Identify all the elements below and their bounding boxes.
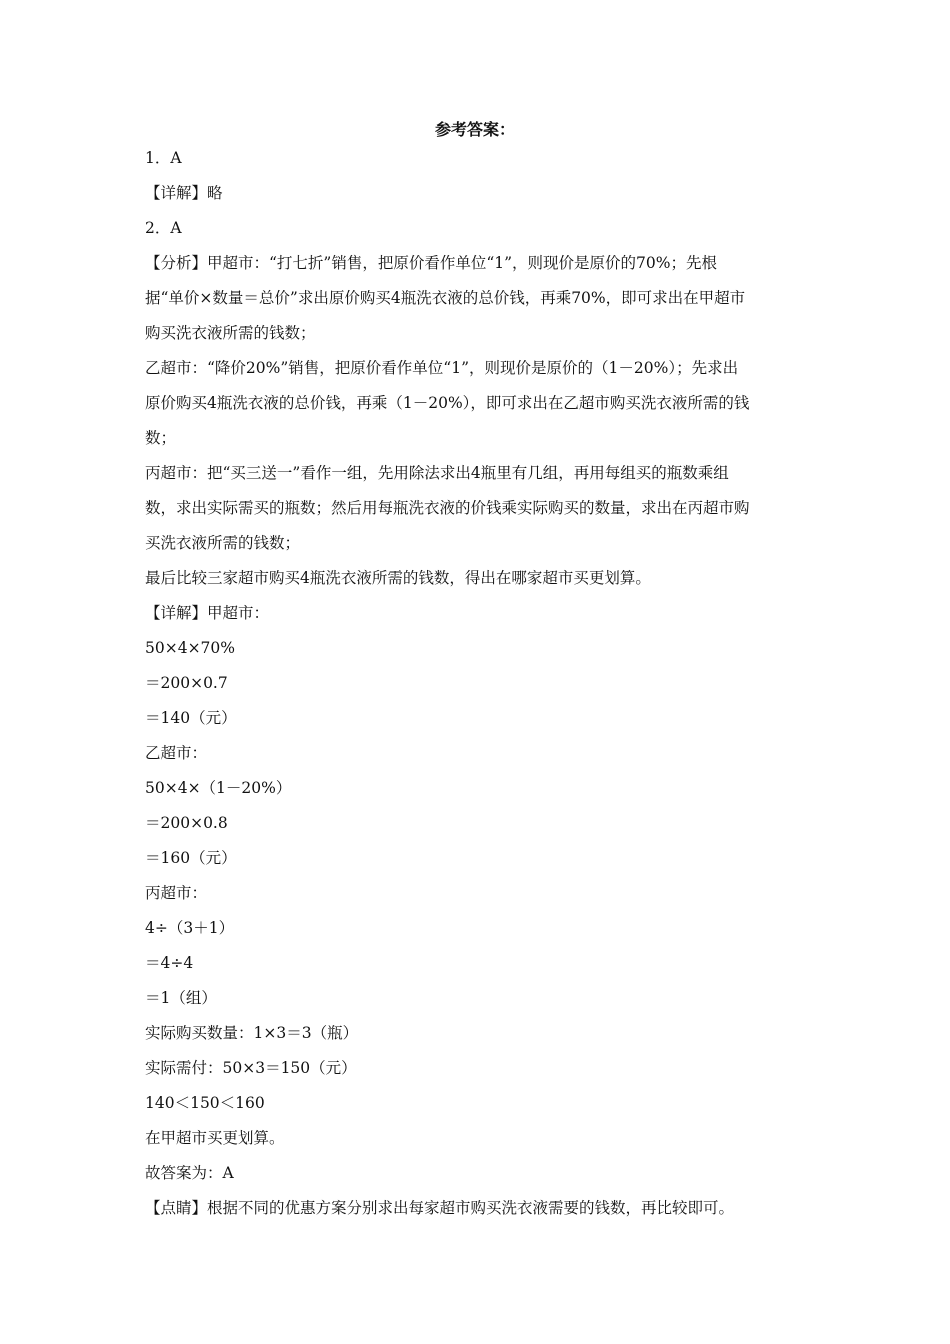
answer-2-label: 2．A (145, 219, 182, 237)
analysis-line: 买洗衣液所需的钱数； (145, 534, 301, 552)
calc-line: 实际需付：50×3＝150（元） (145, 1059, 357, 1077)
calc-line: 乙超市： (145, 744, 208, 762)
calc-line: 丙超市： (145, 884, 208, 902)
analysis-line: 数，求出实际需买的瓶数；然后用每瓶洗衣液的价钱乘实际购买的数量，求出在丙超市购 (145, 499, 750, 517)
calc-line: 4÷（3＋1） (145, 919, 235, 937)
conclusion-line: 在甲超市买更划算。 (145, 1129, 285, 1147)
analysis-line: 购买洗衣液所需的钱数； (145, 324, 316, 342)
calc-line: 实际购买数量：1×3＝3（瓶） (145, 1024, 359, 1042)
analysis-line: 原价购买4瓶洗衣液的总价钱，再乘（1－20%），即可求出在乙超市购买洗衣液所需的钱 (145, 394, 750, 412)
answer-1-label: 1．A (145, 149, 182, 167)
analysis-line: 数； (145, 429, 177, 447)
calc-line: 50×4×70% (145, 639, 236, 657)
analysis-line: 丙超市：把“买三送一”看作一组，先用除法求出4瓶里有几组，再用每组买的瓶数乘组 (145, 464, 729, 482)
analysis-line: 据“单价×数量＝总价”求出原价购买4瓶洗衣液的总价钱，再乘70%，即可求出在甲超市 (145, 289, 746, 307)
page-title: 参考答案： (434, 120, 515, 139)
calc-line: ＝160（元） (145, 849, 237, 867)
analysis-line: 最后比较三家超市购买4瓶洗衣液所需的钱数，得出在哪家超市买更划算。 (145, 569, 651, 587)
answer-line: 故答案为：A (145, 1164, 234, 1182)
comparison-line: 140＜150＜160 (145, 1094, 265, 1112)
answer-content (145, 141, 810, 1226)
calc-line: ＝4÷4 (145, 954, 194, 972)
detail-line: 【详解】甲超市： (145, 604, 270, 622)
calc-line: ＝200×0.7 (145, 674, 228, 692)
answer-1-detail: 【详解】略 (145, 184, 223, 202)
analysis-line: 乙超市：“降价20%”销售，把原价看作单位“1”，则现价是原价的（1－20%）；先求出 (145, 359, 739, 377)
calc-line: ＝140（元） (145, 709, 237, 727)
tip-line: 【点睛】根据不同的优惠方案分别求出每家超市购买洗衣液需要的钱数，再比较即可。 (145, 1199, 735, 1217)
calc-line: ＝200×0.8 (145, 814, 228, 832)
analysis-line: 【分析】甲超市：“打七折”销售，把原价看作单位“1”，则现价是原价的70%；先根 (145, 254, 718, 272)
calc-line: ＝1（组） (145, 989, 217, 1007)
calc-line: 50×4×（1－20%） (145, 779, 292, 797)
